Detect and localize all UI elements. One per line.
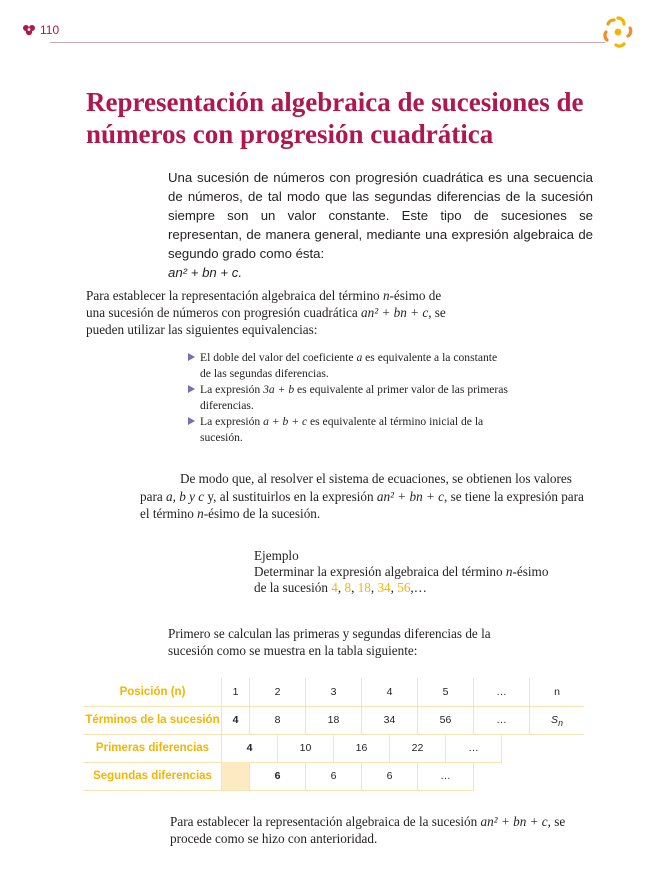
bullet-text: La expresión [200, 383, 264, 396]
table-cell: 34 [362, 706, 418, 734]
table-cell: 8 [250, 706, 306, 734]
sequence-term: 8 [344, 580, 352, 595]
p2-formula: an² + bn + c [376, 488, 445, 504]
sequence-comma: , [390, 580, 398, 595]
table-cell: 10 [278, 734, 334, 762]
bullet-triangle-icon [188, 353, 195, 361]
example-text: Determinar la expresión algebraica del término [254, 564, 506, 579]
flower-mark-icon [22, 24, 36, 36]
sequence-comma: , [351, 580, 358, 595]
bullet-text: es equivalente al término inicial de la sucesión. [200, 415, 484, 444]
p1-text-b: -ésimo de una sucesión de números con progresión cuadrática [86, 288, 442, 320]
sequence-term: 34 [377, 580, 391, 595]
example-text: -ésimo [512, 564, 549, 579]
example-n: n [505, 564, 513, 579]
row-label-first-differences: Primeras diferencias [84, 734, 222, 762]
p1-n: n [382, 288, 390, 303]
row-label-second-differences: Segundas diferencias [84, 762, 222, 790]
p4-text-b: , se procede como se hizo con anterioridad. [170, 814, 566, 846]
table-cell: 4 [362, 678, 418, 706]
system-paragraph [140, 470, 592, 523]
bullet-var: 3a + b [263, 383, 295, 396]
table-cell: 16 [334, 734, 390, 762]
bullet-text: El doble del valor del coeficiente [200, 351, 357, 364]
example-block [254, 548, 574, 596]
table-row [84, 706, 584, 735]
table-cell-sn [530, 706, 584, 734]
example-line-2 [254, 580, 574, 596]
table-cell-empty [222, 762, 250, 790]
sn-subscript: n [558, 718, 563, 729]
bullet-var: a + b + c [263, 415, 308, 428]
list-item [188, 382, 510, 413]
table-cell: 3 [306, 678, 362, 706]
bullet-triangle-icon [188, 385, 195, 393]
table-row [84, 734, 502, 763]
example-heading: Ejemplo [254, 548, 299, 563]
closing-paragraph [170, 813, 594, 847]
bullet-text: es equivalente al primer valor de las primeras diferencias. [200, 383, 508, 412]
table-cell: 2 [250, 678, 306, 706]
intro-text: Una sucesión de números con progresión cuadrática es una secuencia de números, de tal modo que las segundas diferencias de la sucesión siempre son un valor constante. Este tipo de sucesiones se representan, de manera general, mediante una expresión algebraica de segundo grado como ésta: [168, 170, 593, 261]
p4-text-a: Para establecer la representación algebraica de la sucesión [170, 814, 481, 829]
table-cell: … [418, 762, 474, 790]
intro-formula: an² + bn + c. [168, 265, 243, 280]
table-cell: 5 [418, 678, 474, 706]
sequence-comma: , [337, 580, 345, 595]
table-cell: 4 [222, 734, 278, 762]
table-cell: 4 [222, 706, 250, 734]
sequence-term: 56 [397, 580, 411, 595]
table-cell: 6 [306, 762, 362, 790]
table-cell: … [474, 678, 530, 706]
table-cell: n [554, 686, 560, 698]
p2-vars: a, b y c [166, 488, 205, 504]
bullet-text: La expresión [200, 415, 264, 428]
table-cell: 56 [418, 706, 474, 734]
header-rule [50, 42, 605, 43]
equivalences-list [188, 350, 510, 446]
table-cell: 1 [222, 678, 250, 706]
sn-main: S [551, 714, 559, 726]
list-item [188, 350, 510, 381]
table-intro-paragraph: Primero se calculan las primeras y segundas diferencias de la sucesión como se muestra en la tabla siguiente: [168, 626, 491, 658]
p2-text-c: , se tiene la expresión para el término [140, 488, 584, 521]
p4-formula: an² + bn + c [480, 814, 548, 829]
table-cell: 6 [362, 762, 418, 790]
table-cell: 6 [250, 762, 306, 790]
intro-paragraph [168, 168, 593, 282]
page-title: Representación algebraica de sucesiones de números con progresión cuadrática [86, 87, 584, 149]
bullet-triangle-icon [188, 417, 195, 425]
table-row [84, 678, 584, 707]
table-cell: … [474, 706, 530, 734]
sequence-term: 18 [357, 580, 371, 595]
p1-text-c: , se pueden utilizar las siguientes equivalencias: [86, 305, 446, 337]
bullet-var: a [356, 351, 363, 364]
table-cell: … [446, 734, 502, 762]
sequence-comma: , [370, 580, 378, 595]
p2-text-a: De modo que, al resolver el sistema de ecuaciones, se obtienen los valores para [140, 471, 572, 504]
equivalences-paragraph [86, 287, 458, 338]
table-cell: 22 [390, 734, 446, 762]
table-row [84, 762, 474, 791]
p1-formula: an² + bn + c [361, 305, 429, 320]
p2-text-b: y, al sustituirlos en la expresión [204, 488, 377, 504]
page-number: 110 [40, 23, 60, 37]
row-label-position: Posición (n) [84, 678, 222, 706]
bullet-text: es equivalente a la constante de las segundas diferencias. [200, 351, 498, 380]
list-item [188, 414, 510, 445]
p1-text-a: Para establecer la representación algebraica del término [86, 288, 383, 303]
sequence-ellipsis: ,… [410, 580, 427, 595]
example-line-1 [254, 564, 574, 580]
p2-text-d: -ésimo de la sucesión. [203, 506, 321, 521]
p2-n: n [197, 506, 204, 521]
table-cell: 18 [306, 706, 362, 734]
swirl-logo-icon [600, 14, 636, 50]
example-text: de la sucesión [254, 580, 332, 595]
sequence-term: 4 [331, 580, 338, 595]
row-label-terms: Términos de la sucesión [84, 706, 222, 734]
